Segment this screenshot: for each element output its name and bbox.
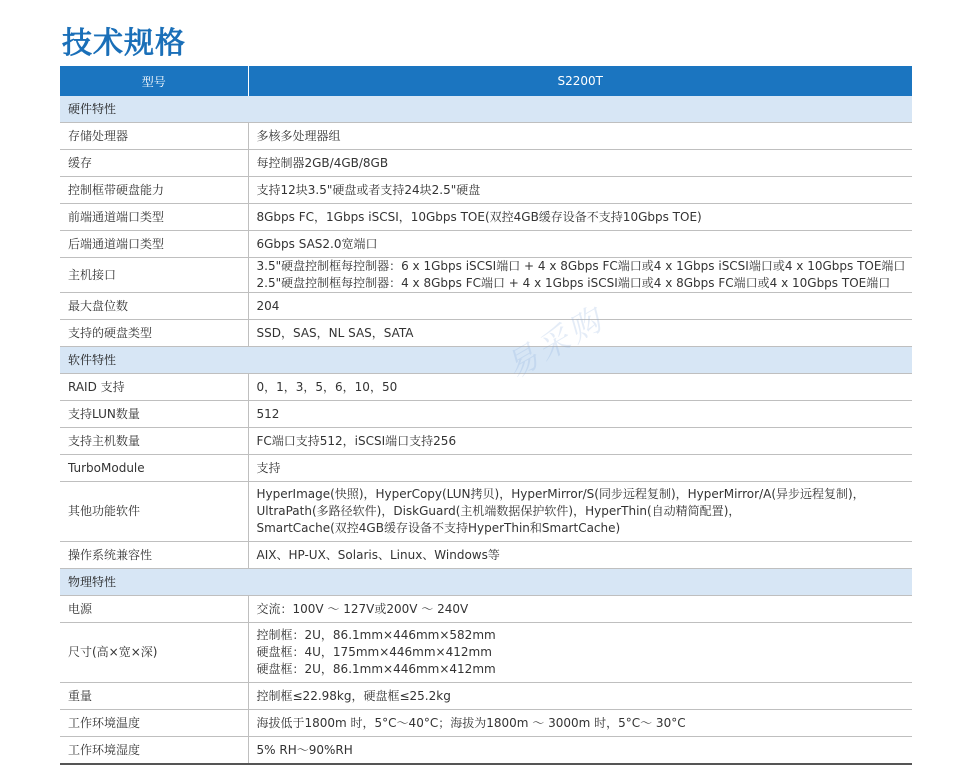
spec-label: 缓存 [60,150,248,177]
table-body [60,96,912,764]
table-row [60,177,912,204]
table-row [60,596,912,623]
spec-value-line: 硬盘框：2U，86.1mm×446mm×412mm [256,662,496,676]
spec-value [248,293,912,320]
section-row [60,96,912,123]
spec-label: 重量 [60,683,248,710]
section-title: 软件特性 [60,347,912,374]
spec-value-line: UltraPath(多路径软件)，DiskGuard(主机端数据保护软件)，HyperThin(自动精简配置)， [256,504,741,518]
table-row [60,123,912,150]
page-title: 技术规格 [62,26,186,61]
spec-label: 存储处理器 [60,123,248,150]
spec-label: 工作环境湿度 [60,737,248,765]
spec-value-line: 512 [256,406,280,421]
spec-value [248,258,912,293]
spec-value-line: 204 [256,298,280,313]
spec-label: 支持主机数量 [60,428,248,455]
table-row [60,737,912,765]
spec-value-line: FC端口支持512，iSCSI端口支持256 [256,433,457,448]
spec-label: TurboModule [60,455,248,482]
spec-value [248,455,912,482]
spec-value [248,542,912,569]
spec-label: 支持的硬盘类型 [60,320,248,347]
spec-value [248,428,912,455]
table-row [60,320,912,347]
section-title: 硬件特性 [60,96,912,123]
section-row [60,569,912,596]
spec-value-line: 多核多处理器组 [256,128,341,143]
spec-value [248,374,912,401]
table-row [60,374,912,401]
spec-value-line: 8Gbps FC，1Gbps iSCSI，10Gbps TOE(双控4GB缓存设备不支持10Gbps TOE) [256,209,702,224]
spec-value-line: 每控制器2GB/4GB/8GB [256,155,389,170]
spec-value [248,623,912,683]
table-row [60,231,912,258]
spec-value-line: SSD，SAS，NL SAS，SATA [256,325,414,340]
spec-value-line: 3.5"硬盘控制框每控制器：6 x 1Gbps iSCSI端口 + 4 x 8Gbps FC端口或4 x 1Gbps iSCSI端口或4 x 10Gbps TOE端口 [256,259,906,273]
table-row [60,542,912,569]
spec-value [248,320,912,347]
spec-label: 控制框带硬盘能力 [60,177,248,204]
spec-value [248,177,912,204]
spec-value [248,401,912,428]
spec-value [248,710,912,737]
spec-label: 最大盘位数 [60,293,248,320]
spec-value-line: 支持12块3.5"硬盘或者支持24块2.5"硬盘 [256,182,481,197]
spec-value [248,683,912,710]
spec-label: 主机接口 [60,258,248,293]
table-row [60,623,912,683]
spec-value [248,204,912,231]
spec-value-line: 2.5"硬盘控制框每控制器：4 x 8Gbps FC端口 + 4 x 1Gbps iSCSI端口或4 x 8Gbps FC端口或4 x 10Gbps TOE端口 [256,276,891,290]
spec-value [248,482,912,542]
spec-value-line: 硬盘框：4U，175mm×446mm×412mm [256,645,492,659]
table-row [60,150,912,177]
spec-label: 其他功能软件 [60,482,248,542]
spec-label: 尺寸(高×宽×深) [60,623,248,683]
spec-value [248,737,912,765]
table-row [60,293,912,320]
spec-label: RAID 支持 [60,374,248,401]
table-row [60,710,912,737]
spec-value-line: AIX、HP-UX、Solaris、Linux、Windows等 [256,547,500,562]
table-row [60,204,912,231]
header-model-label: 型号 [60,66,248,96]
spec-value-line: 交流：100V ～ 127V或200V ～ 240V [256,601,469,616]
spec-value-line: 6Gbps SAS2.0宽端口 [256,236,378,251]
table-header-row [60,66,912,96]
spec-table [60,66,912,765]
spec-value-line: 0，1，3，5，6，10，50 [256,379,398,394]
table-row [60,455,912,482]
table-row [60,683,912,710]
spec-value [248,231,912,258]
spec-value-line: 控制框：2U，86.1mm×446mm×582mm [256,628,496,642]
spec-label: 前端通道端口类型 [60,204,248,231]
spec-value-line: HyperImage(快照)，HyperCopy(LUN拷贝)，HyperMirror/S(同步远程复制)，HyperMirror/A(异步远程复制)， [256,487,865,501]
section-title: 物理特性 [60,569,912,596]
table-row [60,428,912,455]
spec-value-line: 5% RH～90%RH [256,742,353,757]
spec-value [248,123,912,150]
spec-value-line: 海拔低于1800m 时，5°C～40°C；海拔为1800m ～ 3000m 时，5°C～ 30°C [256,715,686,730]
spec-label: 电源 [60,596,248,623]
table-row [60,258,912,293]
section-row [60,347,912,374]
spec-label: 支持LUN数量 [60,401,248,428]
spec-value [248,596,912,623]
table-row [60,401,912,428]
spec-value-line: SmartCache(双控4GB缓存设备不支持HyperThin和SmartCache) [256,521,621,535]
spec-label: 工作环境温度 [60,710,248,737]
spec-label: 操作系统兼容性 [60,542,248,569]
spec-value-line: 支持 [256,460,281,475]
table-row [60,482,912,542]
header-model-value: S2200T [248,66,912,96]
spec-value-line: 控制框≤22.98kg，硬盘框≤25.2kg [256,688,451,703]
watermark: 易采购 [498,299,612,387]
spec-value [248,150,912,177]
spec-label: 后端通道端口类型 [60,231,248,258]
